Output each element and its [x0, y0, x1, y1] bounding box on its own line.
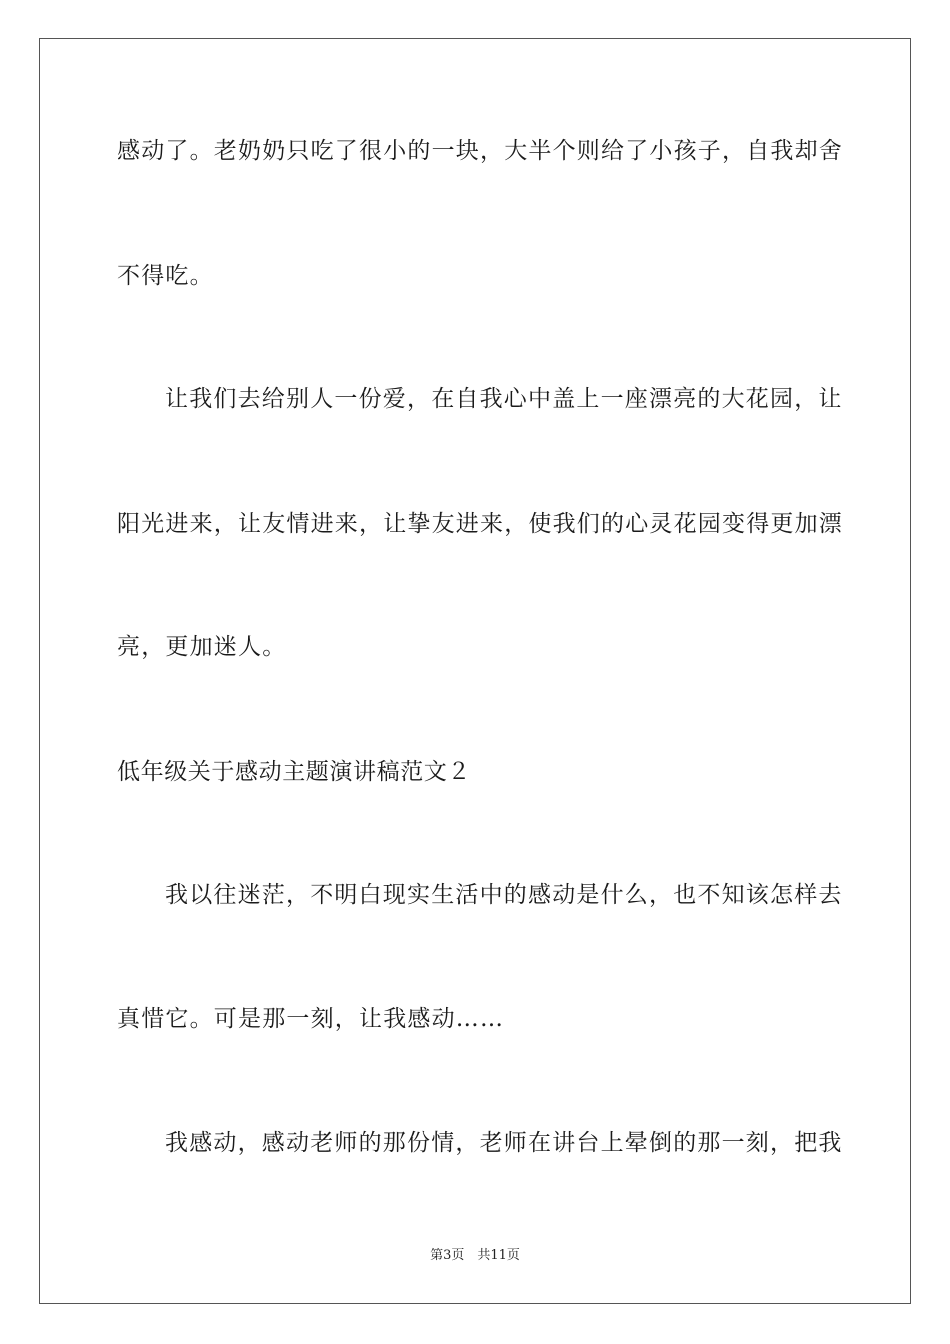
page-border [39, 38, 911, 1304]
body-text-line: 阳光进来，让友情进来，让挚友进来，使我们的心灵花园变得更加漂 [117, 511, 843, 537]
paragraph-start-line: 我以往迷茫，不明白现实生活中的感动是什么，也不知该怎样去 [165, 882, 843, 908]
body-text-line: 不得吃。 [117, 263, 214, 289]
body-text-line: 感动了。老奶奶只吃了很小的一块，大半个则给了小孩子，自我却舍 [117, 138, 843, 164]
body-text-line: 真惜它。可是那一刻，让我感动…… [117, 1006, 505, 1032]
body-text-line: 亮，更加迷人。 [117, 634, 287, 660]
paragraph-start-line: 我感动，感动老师的那份情，老师在讲台上晕倒的那一刻，把我 [165, 1130, 843, 1156]
paragraph-start-line: 让我们去给别人一份爱，在自我心中盖上一座漂亮的大花园，让 [165, 386, 843, 412]
page-number-footer: 第3页 共11页 [430, 1248, 520, 1263]
section-heading: 低年级关于感动主题演讲稿范文２ [117, 759, 471, 785]
